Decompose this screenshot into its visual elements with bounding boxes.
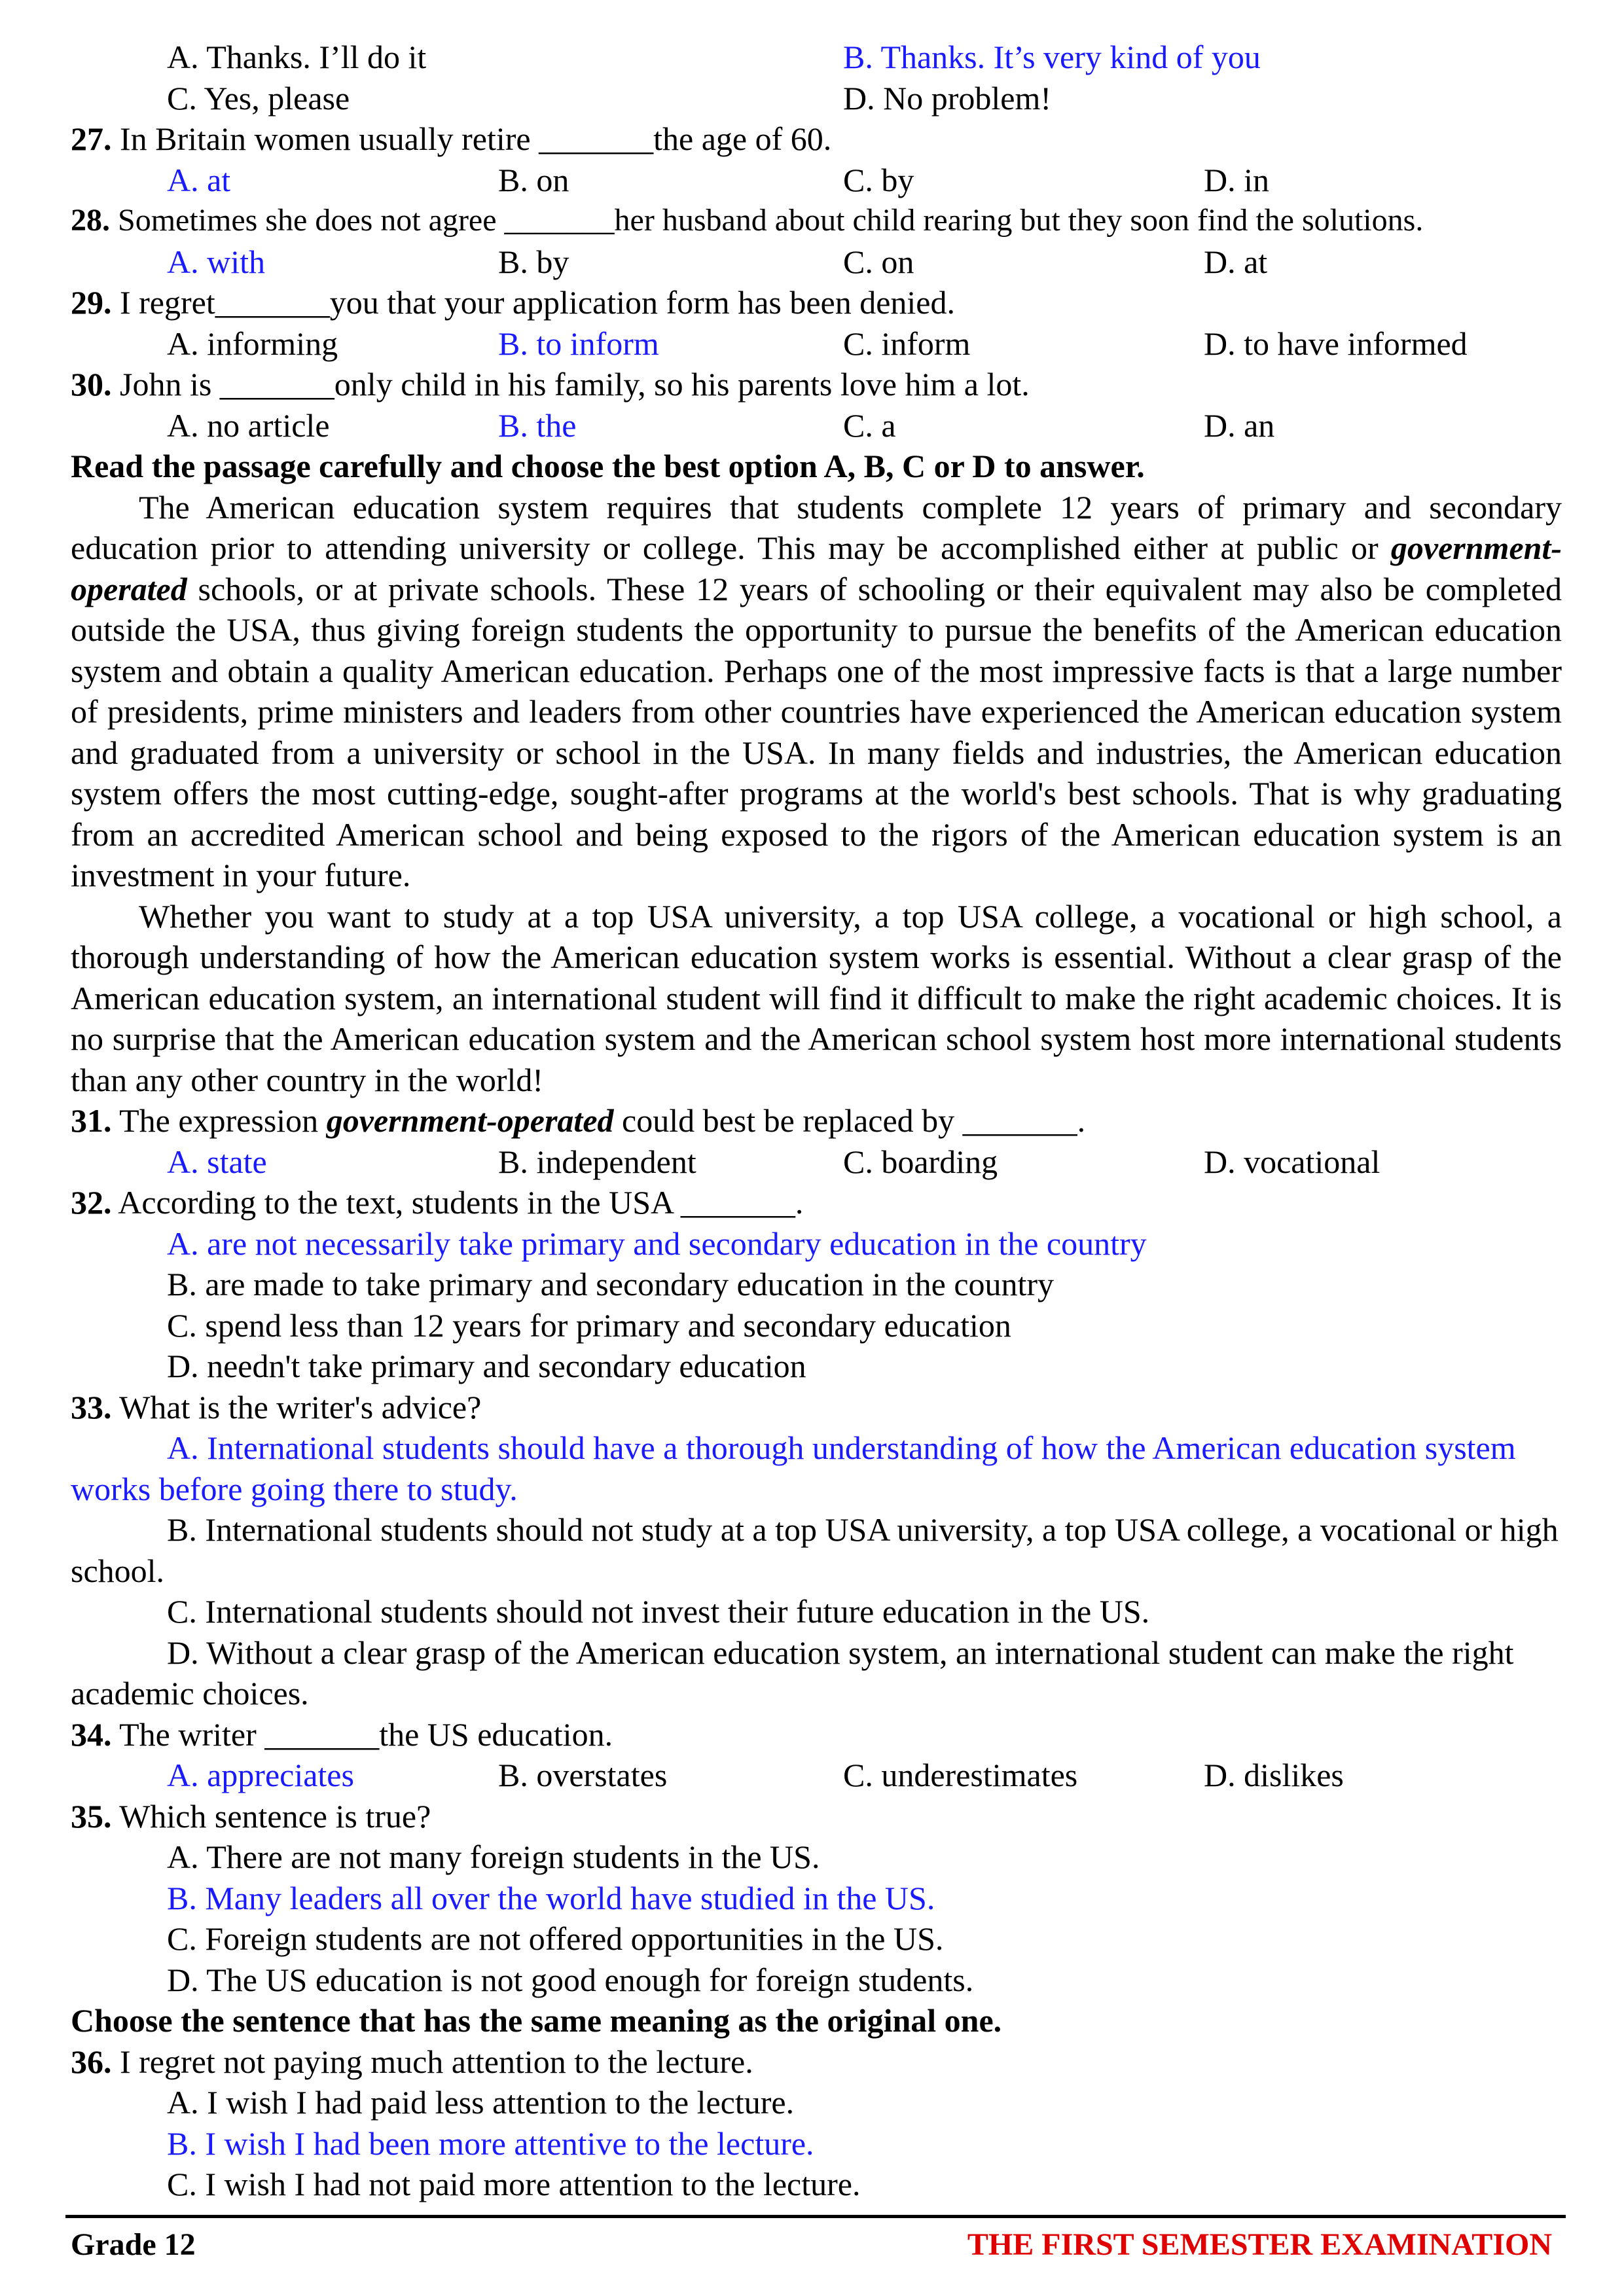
q33-option-d: D. Without a clear grasp of the American education system, an international student can make the right academic choices.	[71, 1634, 1514, 1712]
q27-stem	[71, 118, 1562, 160]
q36-stem	[71, 2041, 1562, 2083]
q28-option-a: A. with	[167, 243, 265, 280]
q36-option-c: C. I wish I had not paid more attention to the lecture.	[167, 2166, 861, 2202]
q34-options	[71, 1755, 1562, 1796]
q29-stem	[71, 282, 1562, 323]
q28-number: 28.	[71, 203, 110, 238]
q29-options	[71, 323, 1562, 365]
reading-instruction: Read the passage carefully and choose the best option A, B, C or D to answer.	[71, 448, 1145, 484]
q27-option-c: C. by	[843, 161, 914, 198]
q32-option-a: A. are not necessarily take primary and secondary education in the country	[167, 1225, 1147, 1262]
q34-option-b: B. overstates	[498, 1757, 668, 1793]
q30-options	[71, 405, 1562, 446]
q33-text: What is the writer's advice?	[111, 1388, 482, 1426]
q32-option-b: B. are made to take primary and secondary education in the country	[167, 1266, 1055, 1302]
q27-text: In Britain women usually retire _______the age of 60.	[111, 120, 832, 157]
q33-option-b: B. International students should not study at a top USA university, a top USA college, a vocational or high school.	[71, 1511, 1559, 1589]
q26-option-b: B. Thanks. It’s very kind of you	[843, 39, 1261, 75]
q31-option-c: C. boarding	[843, 1143, 998, 1180]
q31-text-before: The expression	[111, 1102, 327, 1139]
q30-option-a: A. no article	[167, 406, 330, 444]
q31-number: 31.	[71, 1102, 112, 1139]
q29-option-c: C. inform	[843, 325, 971, 362]
q35-stem	[71, 1796, 1562, 1837]
q28-options	[71, 242, 1562, 283]
q30-option-b: B. the	[498, 406, 577, 444]
q28-option-c: C. on	[843, 243, 914, 280]
q35-text: Which sentence is true?	[111, 1797, 431, 1835]
q26-options-row-2	[71, 78, 1562, 119]
q30-number: 30.	[71, 366, 112, 403]
q36-option-b: B. I wish I had been more attentive to the lecture.	[167, 2125, 814, 2162]
q36-number: 36.	[71, 2043, 112, 2080]
q29-option-a: A. informing	[167, 325, 338, 362]
q31-options	[71, 1141, 1562, 1183]
q34-option-a: A. appreciates	[167, 1757, 354, 1793]
q35-number: 35.	[71, 1797, 112, 1835]
q27-options	[71, 160, 1562, 201]
q33-number: 33.	[71, 1388, 112, 1426]
q32-text: According to the text, students in the USA _______.	[111, 1184, 804, 1221]
q28-option-d: D. at	[1204, 243, 1268, 280]
passage-paragraph-2: Whether you want to study at a top USA university, a top USA college, a vocational or high school, a thorough understanding of how the American education system works is essential. Without a clear grasp of the American education system, an international student will find it difficult to make the right academic choices. It is no surprise that the American education system and the American school system host more international students than any other country in the world!	[71, 897, 1562, 1098]
footer-grade: Grade 12	[71, 2227, 196, 2262]
q31-text-after: could best be replaced by _______.	[613, 1102, 1086, 1139]
sentence-instruction: Choose the sentence that has the same meaning as the original one.	[71, 2002, 1002, 2039]
q32-option-c: C. spend less than 12 years for primary and secondary education	[167, 1306, 1011, 1344]
footer-exam-title: THE FIRST SEMESTER EXAMINATION	[967, 2227, 1552, 2262]
q36-option-a: A. I wish I had paid less attention to the lecture.	[167, 2084, 795, 2121]
q34-option-c: C. underestimates	[843, 1757, 1078, 1793]
q36-text: I regret not paying much attention to the lecture.	[111, 2043, 753, 2080]
q34-number: 34.	[71, 1715, 112, 1753]
q30-text: John is _______only child in his family, so his parents love him a lot.	[111, 366, 1030, 403]
q34-option-d: D. dislikes	[1204, 1757, 1344, 1793]
q34-text: The writer _______the US education.	[111, 1715, 613, 1753]
q31-option-d: D. vocational	[1204, 1143, 1380, 1180]
q26-options-row-1	[71, 37, 1562, 78]
passage-p1-part1: The American education system requires that students complete 12 years of primary and secondary education prior to attending university or college. This may be accomplished either at public or	[71, 488, 1562, 566]
passage-paragraph-1	[71, 487, 1562, 896]
q31-option-a: A. state	[167, 1143, 267, 1180]
q31-stem	[71, 1100, 1562, 1141]
q35-option-d: D. The US education is not good enough for foreign students.	[167, 1961, 974, 1998]
q27-option-b: B. on	[498, 161, 569, 198]
q33-option-a: A. International students should have a thorough understanding of how the American education system works before going there to study.	[71, 1429, 1516, 1507]
q28-text: Sometimes she does not agree _______her husband about child rearing but they soon find the solutions.	[110, 203, 1424, 238]
q35-option-b: B. Many leaders all over the world have studied in the US.	[167, 1879, 935, 1916]
q29-option-b: B. to inform	[498, 325, 659, 362]
q32-number: 32.	[71, 1184, 112, 1221]
q26-option-c: C. Yes, please	[167, 79, 350, 117]
q29-option-d: D. to have informed	[1204, 325, 1468, 362]
q27-number: 27.	[71, 120, 112, 157]
exam-content	[71, 37, 1562, 2205]
q31-option-b: B. independent	[498, 1143, 696, 1180]
q34-stem	[71, 1714, 1562, 1755]
q27-option-d: D. in	[1204, 161, 1269, 198]
q28-option-b: B. by	[498, 243, 569, 280]
q35-option-c: C. Foreign students are not offered opportunities in the US.	[167, 1920, 944, 1957]
q26-option-a: A. Thanks. I’ll do it	[167, 39, 427, 75]
q30-stem	[71, 364, 1562, 405]
q31-term: government-operated	[326, 1102, 614, 1139]
q32-stem	[71, 1182, 1562, 1223]
q29-text: I regret_______you that your application form has been denied.	[111, 284, 956, 321]
q32-option-d: D. needn't take primary and secondary education	[167, 1348, 806, 1384]
footer-divider	[65, 2215, 1566, 2218]
passage-p1-term: government-operated	[71, 529, 1562, 607]
q27-option-a: A. at	[167, 161, 231, 198]
reading-passage	[71, 487, 1562, 1101]
q30-option-d: D. an	[1204, 406, 1275, 444]
q33-stem	[71, 1387, 1562, 1428]
q35-option-a: A. There are not many foreign students in the US.	[167, 1839, 820, 1875]
q26-option-d: D. No problem!	[843, 79, 1051, 117]
q30-option-c: C. a	[843, 406, 896, 444]
q28-stem	[71, 200, 1562, 242]
q33-option-c: C. International students should not invest their future education in the US.	[167, 1593, 1150, 1630]
q29-number: 29.	[71, 284, 112, 321]
passage-p1-part2: schools, or at private schools. These 12 years of schooling or their equivalent may also be completed outside the USA, thus giving foreign students the opportunity to pursue the benefits of the American education system and obtain a quality American education. Perhaps one of the most impressive facts is that a large number of presidents, prime ministers and leaders from other countries have experienced the American education system and graduated from a university or school in the USA. In many fields and industries, the American education system offers the most cutting-edge, sought-after programs at the world's best schools. That is why graduating from an accredited American school and being exposed to the rigors of the American education system is an investment in your future.	[71, 570, 1562, 893]
